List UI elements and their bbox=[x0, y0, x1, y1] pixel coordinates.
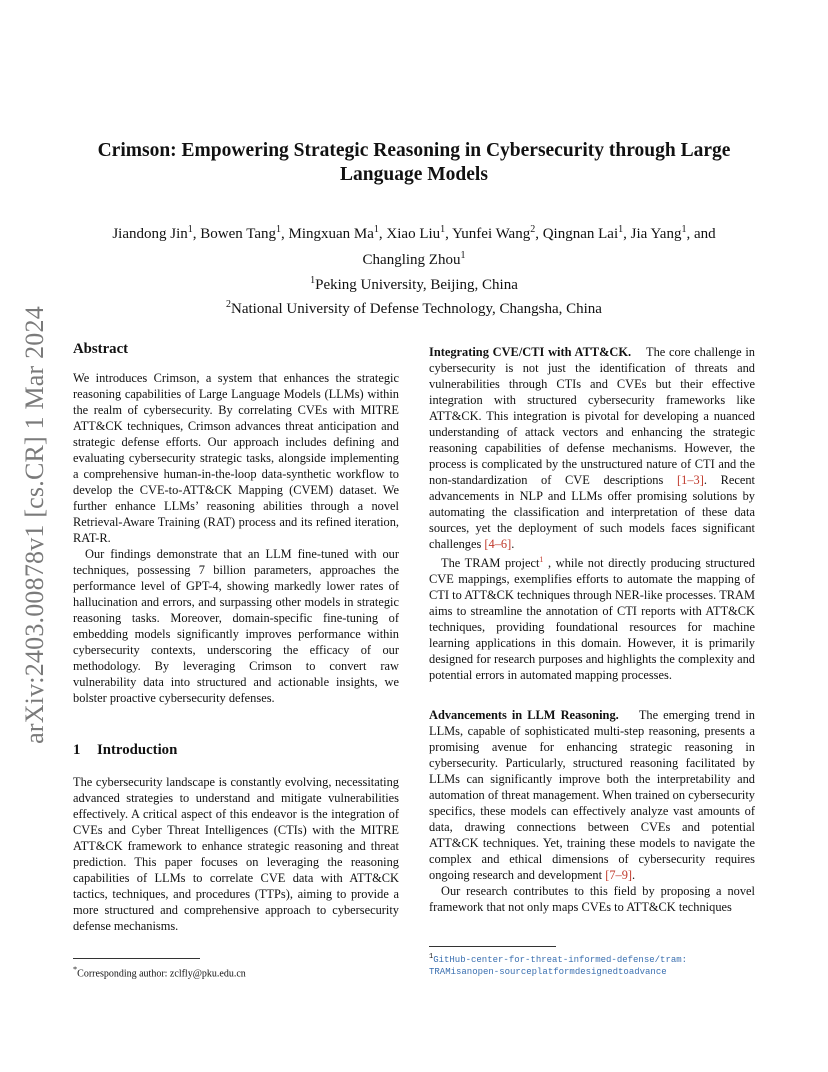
author-affil-mark: 2 bbox=[530, 224, 536, 235]
footnote-rule bbox=[429, 946, 556, 947]
body-paragraph: Our research contributes to this field by proposing a novel framework that not only maps CVEs to ATT&CK techniques bbox=[429, 884, 755, 915]
author-name: Xiao Liu bbox=[386, 226, 441, 242]
citation-link[interactable]: [7–9] bbox=[605, 868, 633, 883]
footnote bbox=[429, 946, 755, 978]
author-name: Changling Zhou bbox=[362, 252, 461, 268]
body-paragraph: Integrating CVE/CTI with ATT&CK. The core challenge in cybersecurity is not just the identification of threats and vulnerabilities through CTIs and CVEs but their effective integration with structured cybersecurity frameworks like ATT&CK. This integration is pivotal for developing a nuanced understanding of attack vectors and enhancing the strategic reasoning capabilities of defense mechanisms. However, the process is complicated by the unstructured nature of CTI and the non-standardization of CVE descriptions [1–3]. Recent advancements in NLP and LLMs offer promising solutions by automating the classification and interpretation of these data sources, yet the deployment of such models faces significant challenges [4–6]. bbox=[429, 345, 756, 551]
author-name: Jia Yang bbox=[630, 226, 682, 242]
author-affil-mark: 1 bbox=[618, 224, 624, 235]
body-paragraph: Advancements in LLM Reasoning. The emerging trend in LLMs, capable of sophisticated multi-step reasoning, presents a promising avenue for enhancing strategic reasoning in cybersecurity. Particularly, structured reasoning facilitated by LLMs can significantly improve both the interpretability and automation of threat management. When trained on cybersecurity specifics, these models can effectively analyze vast amounts of data, drawing connections between CVEs and potential ATT&CK techniques. Yet, training these models to navigate the complex and ethical dimensions of cybersecurity requires ongoing research and development [7–9]. bbox=[429, 708, 755, 883]
author-name: Mingxuan Ma bbox=[288, 226, 374, 242]
footnote bbox=[73, 958, 399, 980]
footnote-url[interactable]: $^1$GitHub-center-for-threat-informed-defense/tram: bbox=[429, 953, 688, 965]
author-affil-mark: 1 bbox=[187, 224, 193, 235]
author-name: Bowen Tang bbox=[200, 226, 276, 242]
author-affil-mark: 1 bbox=[440, 224, 446, 235]
paragraph-heading: Integrating CVE/CTI with ATT&CK. bbox=[429, 345, 632, 359]
body-paragraph: The TRAM project$^1$ , while not directly producing structured CVE mappings, exemplifies efforts to automate the mapping of CTI to ATT&CK techniques through NER-like processes. TRAM aims to streamline the annotation of CTI reports with ATT&CK techniques, providing foundational resources for machine learning applications in this domain. However, it is primarily designed for research purposes and highlights the complexity and potential errors in automated mapping processes. bbox=[429, 555, 755, 683]
paper-title: Crimson: Empowering Strategic Reasoning in Cybersecurity through Large Language Models bbox=[97, 140, 731, 185]
footnote-url[interactable]: TRAMisanopen-sourceplatformdesignedtoadvance bbox=[429, 967, 667, 977]
affiliation-line: $^2$National University of Defense Technology, Changsha, China bbox=[226, 299, 602, 317]
author-affil-mark: 1 bbox=[373, 224, 379, 235]
arxiv-id-text: arXiv:2403.00878v1 [cs.CR] 1 Mar 2024 bbox=[20, 306, 49, 744]
arxiv-identifier bbox=[10, 290, 60, 760]
footnote-link[interactable]: 1 bbox=[539, 555, 544, 564]
author-list: Jiandong Jin$^1$, Bowen Tang$^1$, Mingxuan Ma$^1$, Xiao Liu$^1$, Yunfei Wang$^2$, Qingnan Lai$^1$, Jia Yang$^1$, and Changling Zhou$^1$ bbox=[112, 224, 716, 268]
affiliation-line: $^1$Peking University, Beijing, China bbox=[310, 275, 518, 293]
citation-link[interactable]: [4–6] bbox=[484, 537, 512, 551]
author-name: Qingnan Lai bbox=[542, 226, 619, 242]
author-name: Jiandong Jin bbox=[112, 226, 188, 242]
abstract-paragraph: We introduces Crimson, a system that enhances the strategic reasoning capabilities of Large Language Models (LLMs) within the realm of cybersecurity. By correlating CVEs with MITRE ATT&CK techniques, Crimson advances threat anticipation and strategic defense efforts. Our approach includes defining and evaluating cybersecurity strategic tasks, alongside implementing a comprehensive human-in-the-loop data-synthetic workflow to develop the CVE-to-ATT&CK Mapping (CVEM) dataset. We further enhance LLMs’ reasoning abilities through a novel Retrieval-Aware Training (RAT) process and its refined iteration, RAT-R. bbox=[73, 371, 399, 545]
section-heading: 1 Introduction bbox=[73, 742, 178, 758]
body-paragraph: The cybersecurity landscape is constantly evolving, necessitating advanced strategies to understand and mitigate vulnerabilities effectively. A critical aspect of this endeavor is the integration of CVEs and Cyber Threat Intelligences (CTIs) with the MITRE ATT&CK framework to enhance strategic reasoning and threat prediction. This paper focuses on leveraging the reasoning capabilities of LLMs to correlate CVE data with ATT&CK tactics, techniques, and procedures (TTPs), aiming to provide a more structured and comprehensive approach to cybersecurity defense mechanisms. bbox=[73, 775, 399, 933]
right-column bbox=[429, 344, 755, 915]
author-affil-mark: 1 bbox=[276, 224, 281, 235]
citation-link[interactable]: [1–3] bbox=[677, 473, 704, 487]
author-name: Yunfei Wang bbox=[452, 226, 531, 242]
paragraph-heading: Advancements in LLM Reasoning. bbox=[429, 708, 619, 723]
abstract-heading: Abstract bbox=[73, 341, 129, 357]
affiliations bbox=[73, 271, 755, 319]
left-column bbox=[73, 341, 399, 934]
footnote-rule bbox=[73, 958, 200, 959]
footnote-text: *Corresponding author: zclfly@pku.edu.cn bbox=[73, 965, 246, 980]
abstract-paragraph: Our findings demonstrate that an LLM fine-tuned with our techniques, possessing 7 billion parameters, approaches the performance level of GPT-4, showing markedly lower rates of hallucination and errors, and surpassing other models in strategic reasoning tasks. Moreover, domain-specific fine-tuning of embedding models significantly improves performance within cybersecurity contexts, underscoring the efficacy of our methodology. By leveraging Crimson to convert raw vulnerability data into structured and actionable insights, we bolster proactive cybersecurity defenses. bbox=[73, 547, 399, 705]
author-affil-mark: 1 bbox=[460, 250, 466, 261]
author-affil-mark: 1 bbox=[681, 224, 687, 235]
